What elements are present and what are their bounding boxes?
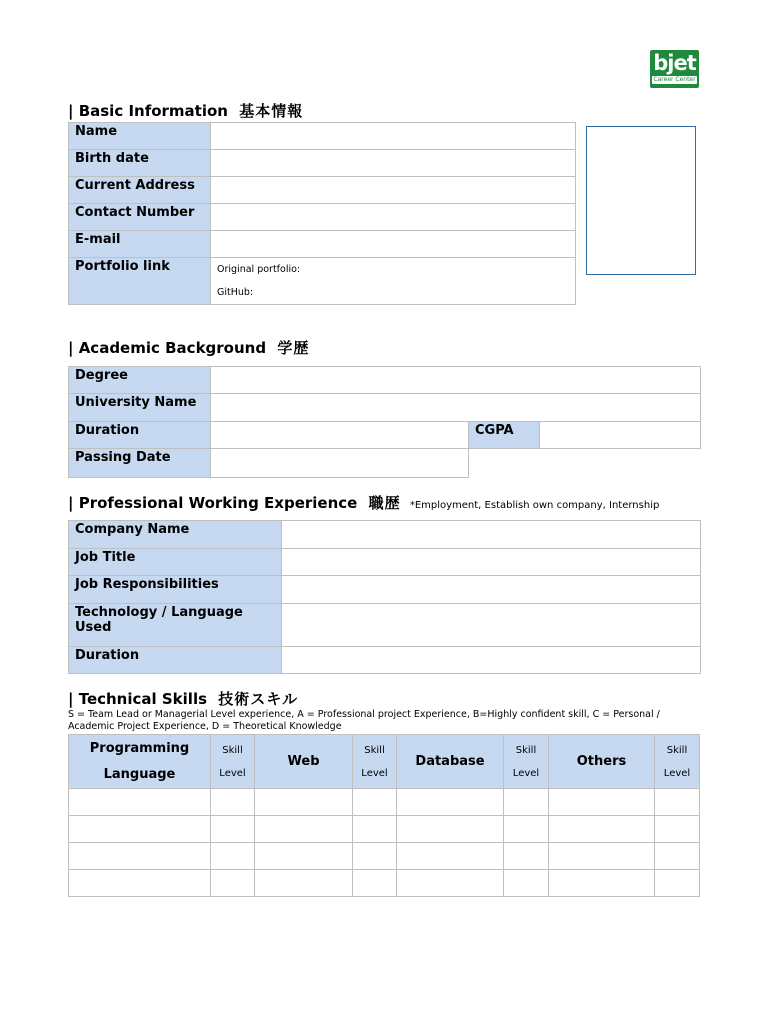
skill-cell[interactable] [397,843,504,870]
skill-level-cell[interactable] [655,816,700,843]
academic-table [68,366,701,478]
skill-cell[interactable] [397,789,504,816]
label-degree: Degree [69,367,211,394]
skills-row [69,870,700,897]
portfolio-link-field[interactable] [211,258,576,305]
basic-info-heading [68,102,303,120]
skills-table [68,734,700,897]
skills-title: | Technical Skills [68,690,208,708]
skill-level-cell[interactable] [353,843,397,870]
cgpa-field[interactable] [540,422,701,449]
label-passing-date: Passing Date [69,449,211,478]
skills-row [69,843,700,870]
work-duration-field[interactable] [282,647,701,674]
company-name-field[interactable] [282,521,701,549]
empty-cell [469,449,701,478]
basic-info-table [68,122,576,305]
skill-level-cell[interactable] [353,870,397,897]
contact-number-field[interactable] [211,204,576,231]
label-portfolio-link: Portfolio link [69,258,211,305]
label-university-name: University Name [69,394,211,422]
skill-cell[interactable] [397,870,504,897]
job-title-field[interactable] [282,549,701,576]
skill-level-cell[interactable] [655,789,700,816]
header-skill-level: Skill Level [504,735,549,789]
header-database: Database [397,735,504,789]
skill-cell[interactable] [69,870,211,897]
header-skill-level: Skill Level [353,735,397,789]
skill-cell[interactable] [255,789,353,816]
job-responsibilities-field[interactable] [282,576,701,604]
logo-text: bjet [653,51,696,75]
label-company-name: Company Name [69,521,282,549]
label-contact-number: Contact Number [69,204,211,231]
current-address-field[interactable] [211,177,576,204]
work-heading [68,494,659,515]
bjet-logo [650,50,699,88]
work-title-jp: 職歴 [368,494,401,512]
academic-title: | Academic Background [68,339,267,357]
label-birth-date: Birth date [69,150,211,177]
label-cgpa: CGPA [469,422,540,449]
label-current-address: Current Address [69,177,211,204]
skill-level-cell[interactable] [211,789,255,816]
skill-cell[interactable] [397,816,504,843]
university-name-field[interactable] [211,394,701,422]
skill-cell[interactable] [255,870,353,897]
academic-heading [68,339,309,357]
skill-cell[interactable] [549,843,655,870]
basic-info-title: | Basic Information [68,102,228,120]
label-job-title: Job Title [69,549,282,576]
skill-level-cell[interactable] [655,870,700,897]
header-skill-level: Skill Level [211,735,255,789]
skill-level-cell[interactable] [655,843,700,870]
label-duration: Duration [69,422,211,449]
academic-duration-field[interactable] [211,422,469,449]
original-portfolio-label: Original portfolio: [217,264,301,275]
skill-cell[interactable] [549,816,655,843]
skill-level-cell[interactable] [211,870,255,897]
skill-level-cell[interactable] [504,843,549,870]
degree-field[interactable] [211,367,701,394]
header-programming-language: Programming Language [69,735,211,789]
academic-title-jp: 学歴 [277,339,310,357]
skill-level-cell[interactable] [504,789,549,816]
logo-subtext: Career Center [653,76,696,83]
name-field[interactable] [211,123,576,150]
skills-title-jp: 技術スキル [218,690,299,708]
label-job-responsibilities: Job Responsibilities [69,576,282,604]
birth-date-field[interactable] [211,150,576,177]
skill-cell[interactable] [69,843,211,870]
passing-date-field[interactable] [211,449,469,478]
work-table [68,520,701,674]
technology-language-field[interactable] [282,604,701,647]
label-name: Name [69,123,211,150]
label-technology-language: Technology / Language Used [69,604,282,647]
skills-heading [68,690,298,708]
photo-box[interactable] [586,126,696,275]
label-email: E-mail [69,231,211,258]
email-field[interactable] [211,231,576,258]
github-label: GitHub: [217,287,254,298]
label-work-duration: Duration [69,647,282,674]
skills-legend: S = Team Lead or Managerial Level experience, A = Professional project Experience, B=Highly confident skill, C = Personal / Academic Project Experience, D = Theoretical Knowledge [68,709,660,732]
skills-row [69,789,700,816]
work-title: | Professional Working Experience [68,494,358,512]
header-skill-level: Skill Level [655,735,700,789]
skill-cell[interactable] [69,789,211,816]
skill-level-cell[interactable] [353,816,397,843]
skill-level-cell[interactable] [504,870,549,897]
skill-level-cell[interactable] [353,789,397,816]
skill-cell[interactable] [549,789,655,816]
header-others: Others [549,735,655,789]
header-web: Web [255,735,353,789]
skill-level-cell[interactable] [211,816,255,843]
skills-row [69,816,700,843]
skill-cell[interactable] [549,870,655,897]
skill-cell[interactable] [255,816,353,843]
skill-level-cell[interactable] [504,816,549,843]
skill-cell[interactable] [255,843,353,870]
work-note: *Employment, Establish own company, Internship [409,500,660,511]
skill-cell[interactable] [69,816,211,843]
basic-info-title-jp: 基本情報 [239,102,304,120]
skill-level-cell[interactable] [211,843,255,870]
